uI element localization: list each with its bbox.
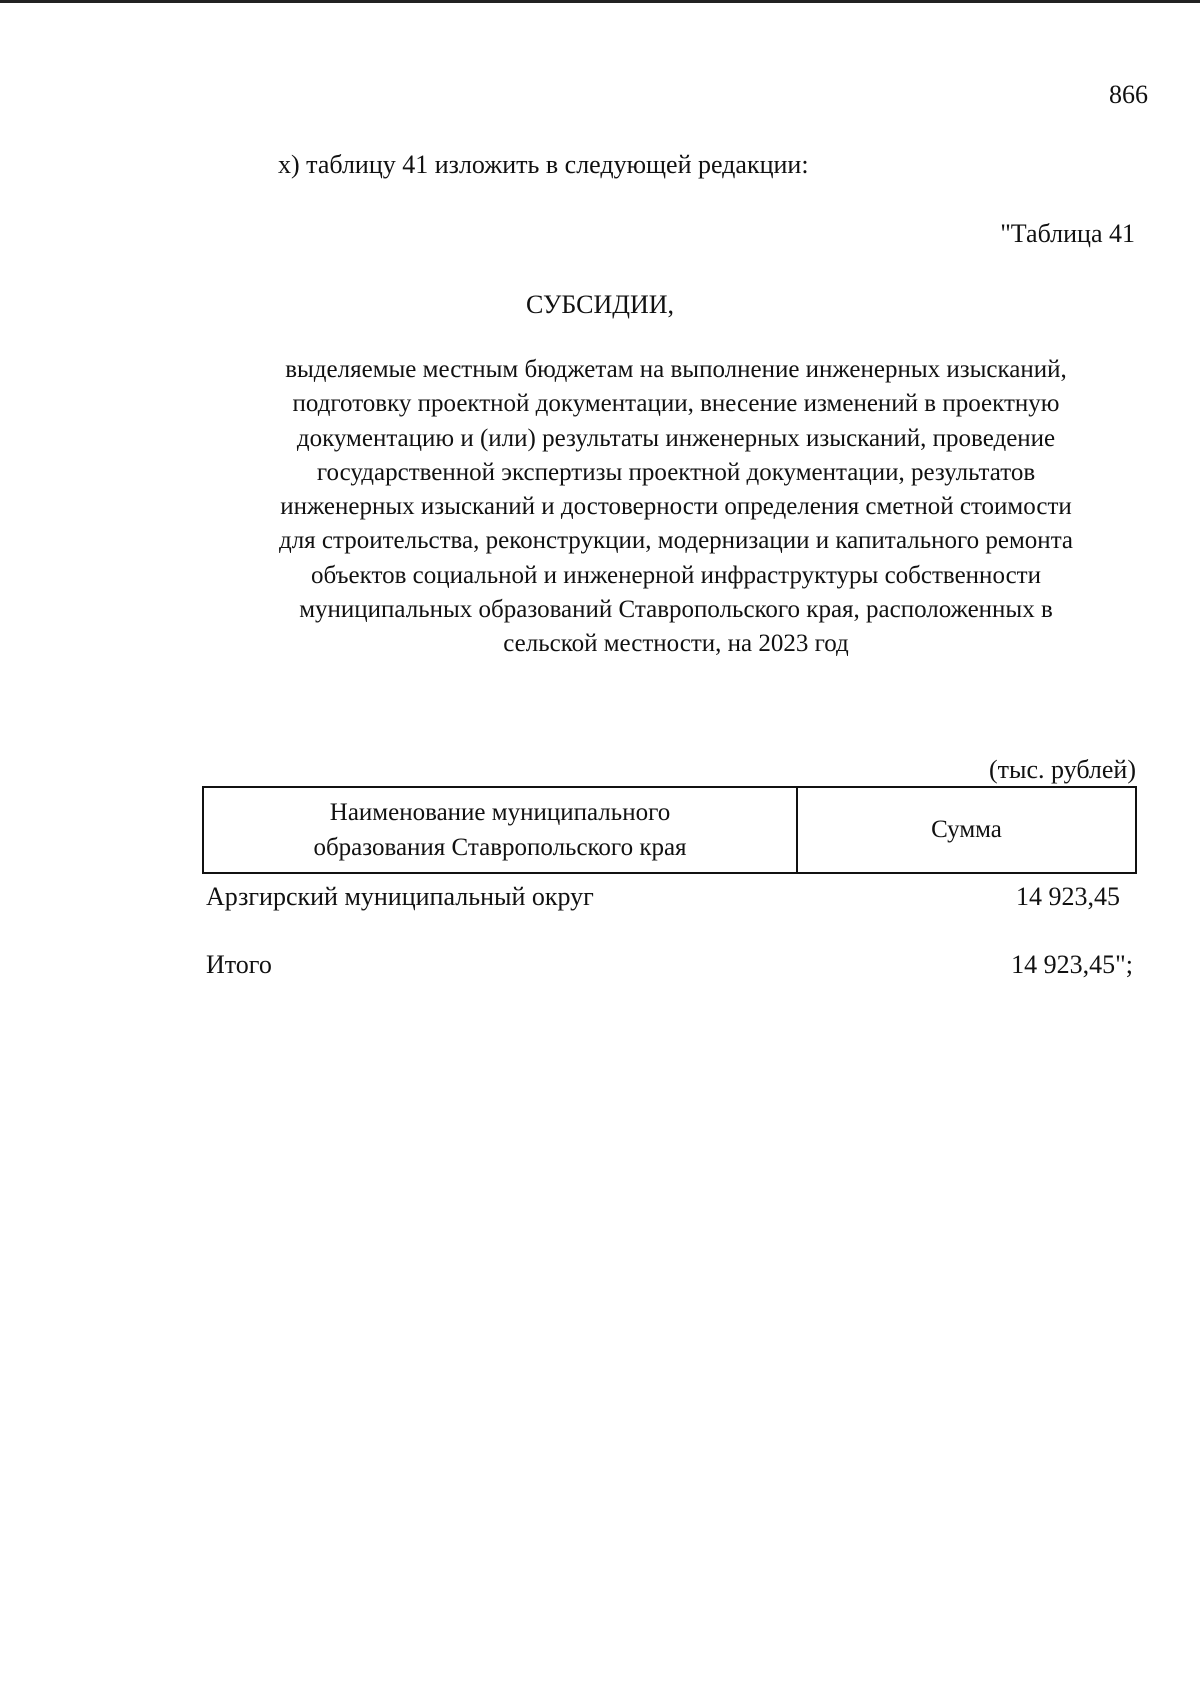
header-sum-cell: Сумма (931, 816, 1002, 843)
total-sum: 14 923,45"; (1011, 950, 1133, 979)
header-name-cell: Наименование муниципального образования Ставропольского края (204, 788, 798, 872)
row-name: Арзгирский муниципальный округ (206, 882, 594, 911)
document-title: СУБСИДИИ, (525, 290, 675, 319)
page-number: 866 (1109, 80, 1148, 109)
table-row (206, 882, 1120, 912)
table-number: "Таблица 41 (1000, 219, 1135, 248)
intro-text: х) таблицу 41 изложить в следующей редакции: (278, 150, 809, 179)
top-rule (0, 0, 1200, 3)
units-label: (тыс. рублей) (988, 755, 1136, 784)
total-label: Итого (206, 950, 272, 979)
row-sum: 14 923,45 (1016, 882, 1120, 911)
total-row (206, 950, 1133, 980)
document-subtitle: выделяемые местным бюджетам на выполнение инженерных изысканий, подготовку проектной документации, внесение изменений в проектную документацию и (или) результаты инженерных изысканий, проведение государственной экспертизы проектной документации, результатов инженерных изысканий и достоверности определения сметной стоимости для строительства, реконструкции, модернизации и капитального ремонта объектов социальной и инженерной инфраструктуры собственности муниципальных образований Ставропольского края, расположенных в сельской местности, на 2023 год (278, 356, 1074, 658)
table-header (202, 786, 1137, 874)
